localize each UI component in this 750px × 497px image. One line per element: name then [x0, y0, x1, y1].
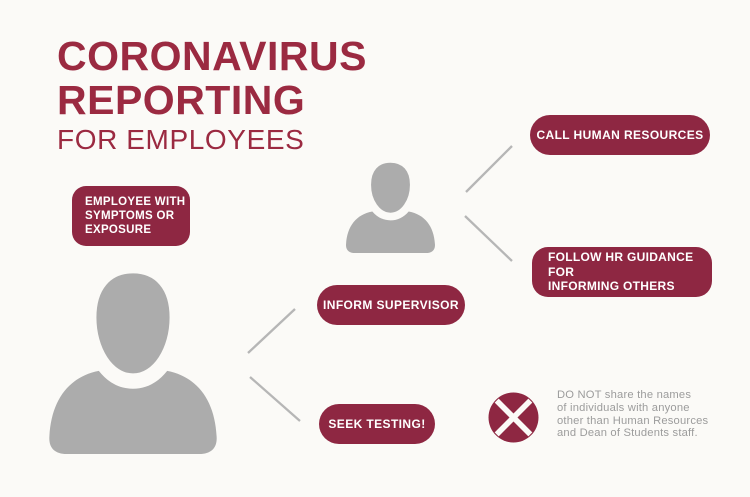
connector-employee-inform	[248, 309, 295, 353]
badge-line: FOLLOW HR GUIDANCE FOR	[548, 250, 694, 279]
note-line: of individuals with anyone	[557, 401, 690, 414]
title-block	[57, 34, 367, 155]
supervisor-silhouette-icon	[340, 157, 441, 256]
employee-symptoms-badge	[72, 186, 190, 246]
note-line: DO NOT share the names	[557, 389, 692, 401]
badge-label: INFORM SUPERVISOR	[323, 298, 459, 312]
connector-employee-seek	[250, 377, 300, 421]
seek-testing-badge	[319, 404, 435, 444]
no-symbol-icon	[488, 392, 539, 443]
person-silhouette-icon	[340, 157, 441, 256]
badge-label: SEEK TESTING!	[328, 417, 426, 431]
badge-line: INFORMING OTHERS	[548, 279, 675, 294]
employee-silhouette-icon	[38, 262, 228, 460]
note-line: and Dean of Students staff.	[557, 427, 698, 440]
badge-line: SYMPTOMS OR	[85, 210, 175, 222]
do-not-share-note	[557, 389, 708, 440]
person-silhouette-icon	[38, 262, 228, 460]
page-title-line1: CORONAVIRUS	[57, 33, 367, 79]
badge-line: EXPOSURE	[85, 224, 152, 236]
follow-hr-guidance-badge	[532, 247, 712, 297]
page-title-line2: REPORTING	[57, 77, 306, 123]
inform-supervisor-badge	[317, 285, 465, 325]
badge-line: EMPLOYEE WITH	[85, 196, 186, 208]
connector-supervisor-call	[466, 146, 512, 192]
badge-label: CALL HUMAN RESOURCES	[536, 128, 704, 142]
page-subtitle: FOR EMPLOYEES	[57, 124, 305, 155]
connector-supervisor-follow	[465, 216, 512, 261]
note-line: other than Human Resources	[557, 414, 709, 427]
no-symbol-icon	[488, 392, 539, 443]
call-human-resources-badge	[530, 115, 710, 155]
